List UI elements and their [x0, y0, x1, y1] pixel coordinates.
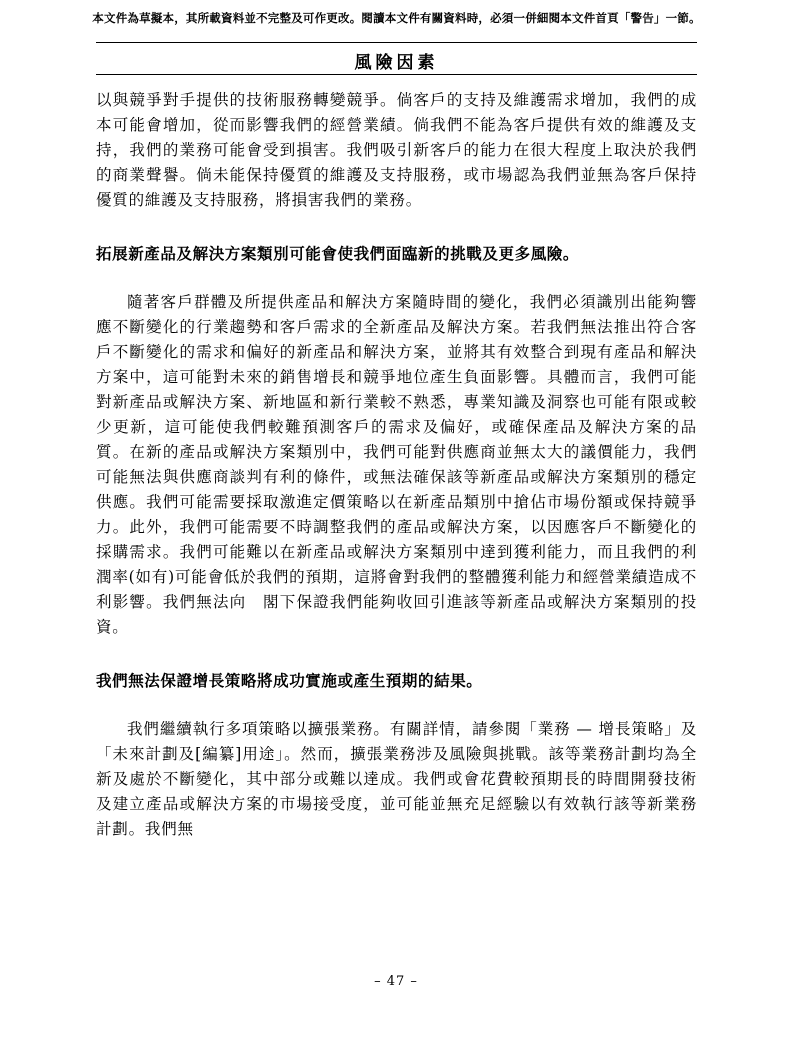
page-number: – 47 –	[374, 974, 418, 989]
header-rule-top	[96, 42, 697, 43]
draft-warning-notice: 本文件為草擬本，其所載資料並不完整及可作更改。閱讀本文件有關資料時，必須一併細閱本文件首頁「警告」一節。	[92, 11, 701, 25]
risk-heading-growth-strategy: 我們無法保證增長策略將成功實施或產生預期的結果。	[96, 671, 483, 690]
body-paragraph-3: 我們繼續執行多項策略以擴張業務。有關詳情，請參閱「業務 — 增長策略」及「未來計劃及[編纂]用途」。然而，擴張業務涉及風險與挑戰。該等業務計劃均為全新及處於不斷變化，其中部分或難以達成。我們或會花費較預期長的時間開發技術及建立產品或解決方案的市場接受度，並可能並無充足經驗以有效執行該等新業務計劃。我們無	[96, 720, 697, 838]
section-title: 風險因素	[354, 53, 439, 73]
spacer	[96, 213, 697, 241]
spacer	[96, 693, 697, 717]
body-paragraph-2: 隨著客戶群體及所提供產品和解決方案隨時間的變化，我們必須識別出能夠響應不斷變化的行業趨勢和客戶需求的全新產品及解決方案。若我們無法推出符合客戶不斷變化的需求和偏好的新產品和解決方案，並將其有效整合到現有產品和解決方案中，這可能對未來的銷售增長和競爭地位產生負面影響。具體而言，我們可能對新產品或解決方案、新地區和新行業較不熟悉，專業知識及洞察也可能有限或較少更新，這可能使我們較難預測客戶的需求及偏好，或確保產品及解決方案的品質。在新的產品或解決方案類別中，我們可能對供應商並無太大的議價能力，我們可能無法與供應商談判有利的條件，或無法確保該等新產品或解決方案類別的穩定供應。我們可能需要採取激進定價策略以在新產品類別中搶佔市場份額或保持競爭力。此外，我們可能需要不時調整我們的產品或解決方案，以因應客戶不斷變化的採購需求。我們可能難以在新產品或解決方案類別中達到獲利能力，而且我們的利潤率(如有)可能會低於我們的預期，這將會對我們的整體獲利能力和經營業績造成不利影響。我們無法向 閣下保證我們能夠收回引進該等新產品或解決方案類別的投資。	[96, 293, 697, 636]
header-rule-bottom	[96, 74, 697, 75]
spacer	[96, 640, 697, 668]
spacer	[96, 266, 697, 290]
risk-heading-new-products: 拓展新產品及解決方案類別可能會使我們面臨新的挑戰及更多風險。	[96, 244, 580, 263]
document-body	[96, 88, 697, 842]
body-paragraph-1: 以與競爭對手提供的技術服務轉變競爭。倘客戶的支持及維護需求增加，我們的成本可能會增加，從而影響我們的經營業績。倘我們不能為客戶提供有效的維護及支持，我們的業務可能會受到損害。我們吸引新客戶的能力在很大程度上取決於我們的商業聲譽。倘未能保持優質的維護及支持服務，或市場認為我們並無為客戶保持優質的維護及支持服務，將損害我們的業務。	[96, 91, 697, 209]
